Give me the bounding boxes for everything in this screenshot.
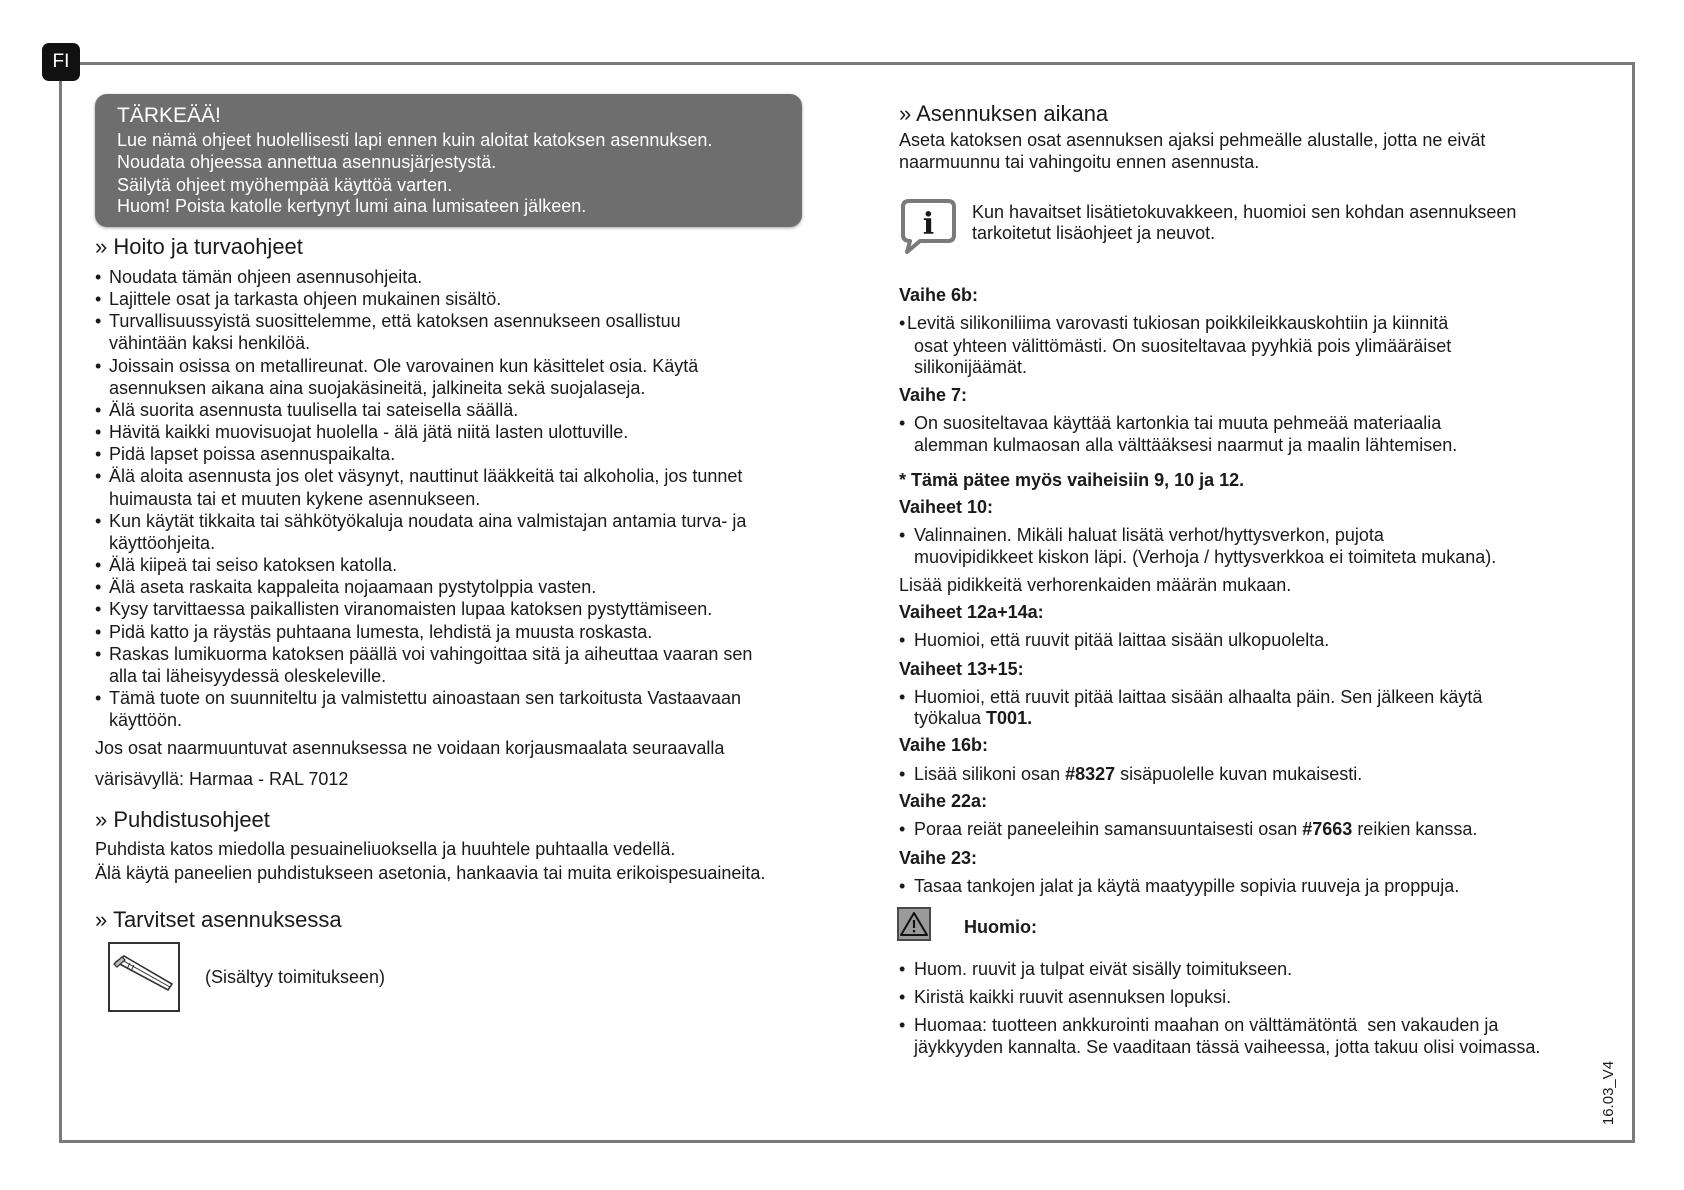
important-line: Säilytä ohjeet myöhempää käyttöä varten. (117, 175, 453, 195)
step-line: silikonijäämät. (914, 357, 1028, 377)
step-line: • On suositeltavaa käyttää kartonkia tai muuta pehmeää materiaalia (914, 412, 1441, 434)
during-heading: » Asennuksen aikana (899, 101, 1109, 126)
step-text: työkalua (914, 708, 987, 728)
care-bullet-line: käyttöön. (109, 710, 183, 731)
warning-label: Huomio: (964, 917, 1037, 937)
cleaning-heading: » Puhdistusohjeet (95, 807, 270, 832)
during-line: Aseta katoksen osat asennuksen ajaksi pehmeälle alustalle, jotta ne eivät (899, 130, 1486, 150)
care-bullet-line: • Lajittele osat ja tarkasta ohjeen mukainen sisältö. (109, 289, 502, 310)
care-bullet (95, 421, 752, 443)
warning-line: • Huomaa: tuotteen ankkurointi maahan on välttämätöntä sen vakauden ja (914, 1014, 1498, 1036)
warning-line: • Huom. ruuvit ja tulpat eivät sisälly toimitukseen. (914, 958, 1292, 980)
step-line: • Valinnainen. Mikäli haluat lisätä verhot/hyttysverkon, pujota (914, 524, 1384, 546)
step-line: • Tasaa tankojen jalat ja käytä maatyypille sopivia ruuveja ja proppuja. (914, 875, 1459, 897)
care-bullet-line: • Pidä katto ja räystäs puhtaana lumesta, lehdistä ja muusta roskasta. (109, 621, 653, 642)
step-line: muovipidikkeet kiskon läpi. (Verhoja / hyttysverkkoa ei toimiteta mukana). (914, 547, 1497, 567)
important-line: Huom! Poista katolle kertynyt lumi aina lumisateen jälkeen. (117, 196, 587, 216)
step-line: osat yhteen välittömästi. On suositeltavaa pyyhkiä pois ylimääräiset (914, 336, 1452, 356)
cleaning-line: Puhdista katos miedolla pesuaineliuoksella ja huuhtele puhtaalla vedellä. (95, 839, 676, 859)
needed-heading: » Tarvitset asennuksessa (95, 907, 342, 932)
care-bullet-line: • Älä kiipeä tai seiso katoksen katolla. (109, 555, 398, 576)
step-text: reikien kanssa. (1352, 819, 1478, 839)
step-line (914, 763, 1362, 785)
care-bullet-line: • Joissain osissa on metallireunat. Ole varovainen kun käsittelet osia. Käytä (109, 355, 699, 376)
care-bullet (95, 576, 752, 598)
step-label: Vaihe 6b: (899, 285, 979, 305)
care-bullet (95, 687, 752, 731)
care-bullet (95, 355, 752, 399)
care-bullet-line: alla tai läheisyydessä oleskeleville. (109, 665, 387, 686)
care-bullet (95, 443, 752, 465)
care-heading: » Hoito ja turvaohjeet (95, 234, 303, 259)
care-bullet (95, 288, 752, 310)
warning-line: • Kiristä kaikki ruuvit asennuksen lopuksi. (914, 986, 1231, 1008)
care-bullet-line: • Noudata tämän ohjeen asennusohjeita. (109, 267, 423, 287)
during-line: naarmuunnu tai vahingoitu ennen asennusta. (899, 152, 1260, 172)
care-bullet-list (95, 266, 752, 731)
step-text: Poraa reiät paneeleihin samansuuntaisesti osan (914, 819, 1303, 839)
care-bullet-line: • Kysy tarvittaessa paikallisten viranomaisten lupaa katoksen pystyttämiseen. (109, 599, 713, 620)
care-bullet-line: • Kun käytät tikkaita tai sähkötyökaluja noudata aina valmistajan antamia turva- ja (109, 510, 747, 531)
care-bullet (95, 621, 752, 643)
care-bullet-line: huimausta tai et muuten kykene asennukseen. (109, 488, 481, 509)
step-text: Lisää silikoni osan (914, 764, 1066, 784)
care-bullet-line: • Turvallisuussyistä suosittelemme, että katoksen asennukseen osallistuu (109, 311, 681, 332)
care-bullet-line: asennuksen aikana aina suojakäsineitä, jalkineita sekä suojalaseja. (109, 377, 646, 398)
care-bullet (95, 465, 752, 509)
step-label: Vaihe 23: (899, 848, 978, 868)
care-bullet (95, 399, 752, 421)
svg-text:i: i (922, 207, 935, 242)
care-bullet (95, 266, 752, 288)
tool-box (108, 942, 180, 1012)
important-line: Noudata ohjeessa annettua asennusjärjestystä. (117, 152, 497, 172)
touch-up-note: Jos osat naarmuuntuvat asennuksessa ne voidaan korjausmaalata seuraavalla (95, 738, 725, 758)
cleaning-line: Älä käytä paneelien puhdistukseen asetonia, hankaavia tai muita erikoispesuaineita. (95, 863, 766, 883)
steps-note: * Tämä pätee myös vaiheisiin 9, 10 ja 12. (899, 470, 1245, 490)
care-bullet (95, 510, 752, 554)
step-line: • Huomioi, että ruuvit pitää laittaa sisään alhaalta päin. Sen jälkeen käytä (914, 686, 1482, 708)
care-bullet-line: • Hävitä kaikki muovisuojat huolella - älä jätä niitä lasten ulottuville. (109, 422, 629, 443)
part-number: #8327 (1065, 764, 1116, 784)
care-bullet-line: • Älä suorita asennusta tuulisella tai sateisella säällä. (109, 399, 519, 420)
care-bullet (95, 598, 752, 620)
tool-code: T001. (986, 708, 1033, 728)
care-bullet-line: vähintään kaksi henkilöä. (109, 333, 311, 354)
care-bullet-line: käyttöohjeita. (109, 532, 216, 553)
warning-line: jäykkyyden kannalta. Se vaaditaan tässä vaiheessa, jotta takuu olisi voimassa. (914, 1037, 1541, 1057)
step-line: • Levitä silikoniliima varovasti tukiosan poikkileikkauskohtiin ja kiinnitä (907, 312, 1448, 334)
step-extra: Lisää pidikkeitä verhorenkaiden määrän mukaan. (899, 575, 1292, 595)
care-bullet-line: • Pidä lapset poissa asennuspaikalta. (109, 444, 396, 465)
step-label: Vaihe 7: (899, 385, 968, 405)
caulking-tool-icon (110, 944, 178, 1010)
step-label: Vaiheet 10: (899, 497, 994, 517)
step-label: Vaihe 16b: (899, 735, 989, 755)
step-line (914, 707, 1032, 729)
care-bullet (95, 310, 752, 354)
care-bullet-line: • Raskas lumikuorma katoksen päällä voi vahingoittaa sitä ja aiheuttaa vaaran sen (109, 643, 753, 664)
step-label: Vaiheet 13+15: (899, 659, 1024, 679)
tool-note: (Sisältyy toimitukseen) (205, 967, 386, 987)
step-line: • Huomioi, että ruuvit pitää laittaa sisään ulkopuolelta. (914, 629, 1329, 651)
care-bullet-line: • Tämä tuote on suunniteltu ja valmistettu ainoastaan sen tarkoitusta Vastaavaan (109, 687, 742, 708)
step-line (914, 818, 1477, 840)
version-label: 16.03_V4 (1600, 1060, 1617, 1126)
info-line: Kun havaitset lisätietokuvakkeen, huomioi sen kohdan asennukseen (972, 202, 1517, 222)
touch-up-note: värisävyllä: Harmaa - RAL 7012 (95, 769, 349, 789)
step-label: Vaihe 22a: (899, 791, 988, 811)
step-label: Vaiheet 12a+14a: (899, 602, 1044, 622)
care-bullet-line: • Älä aseta raskaita kappaleita nojaamaan pystytolppia vasten. (109, 577, 597, 598)
care-bullet (95, 643, 752, 687)
care-bullet-line: • Älä aloita asennusta jos olet väsynyt, nauttinut lääkkeitä tai alkoholia, jos tunnet (109, 466, 743, 487)
important-title: TÄRKEÄÄ! (117, 104, 221, 127)
step-text: sisäpuolelle kuvan mukaisesti. (1115, 764, 1363, 784)
warning-triangle-icon (897, 907, 931, 941)
language-badge: FI (42, 43, 80, 81)
important-line: Lue nämä ohjeet huolellisesti lapi ennen kuin aloitat katoksen asennuksen. (117, 130, 713, 150)
info-icon (900, 198, 957, 255)
info-line: tarkoitetut lisäohjeet ja neuvot. (972, 223, 1216, 243)
care-bullet (95, 554, 752, 576)
part-number: #7663 (1302, 819, 1353, 839)
step-line: alemman kulmaosan alla välttääksesi naarmut ja maalin lähtemisen. (914, 435, 1458, 455)
